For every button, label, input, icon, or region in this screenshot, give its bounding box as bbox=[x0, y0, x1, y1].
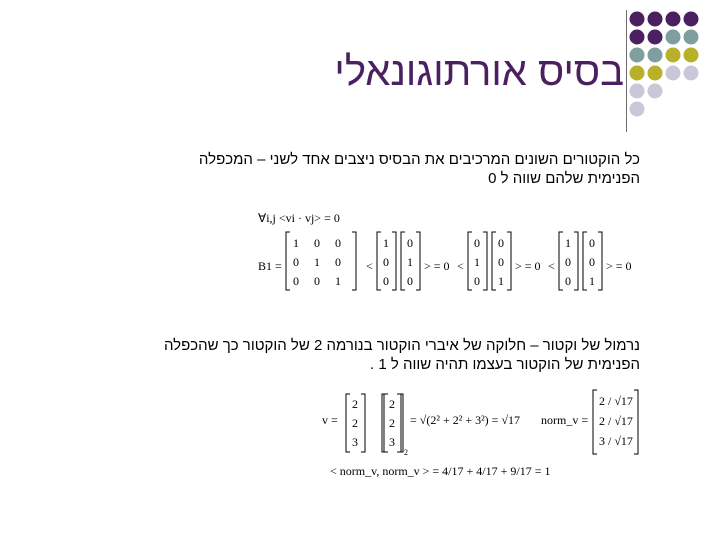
identity-cell: 0 bbox=[293, 255, 299, 269]
paragraph-orthogonal-line2: הפנימית שלהם שווה ל 0 bbox=[488, 170, 640, 187]
vector-cell: 0 bbox=[589, 236, 595, 250]
identity-cell: 0 bbox=[335, 255, 341, 269]
vector-cell: 1 bbox=[474, 255, 480, 269]
normalization-check: < norm_v, norm_v > = 4/17 + 4/17 + 9/17 = 1 bbox=[330, 464, 551, 478]
vector-cell: 0 bbox=[407, 236, 413, 250]
inner-product-result: > = 0 bbox=[424, 259, 450, 273]
vector-v-norm bbox=[382, 394, 408, 457]
vector-cell: 1 bbox=[565, 236, 571, 250]
vector-cell: 3 bbox=[352, 435, 358, 449]
paragraph-normalization-line1: נרמול של וקטור – חלוקה של איברי הוקטור בנורמה 2 של הוקטור כך שהכפלה bbox=[163, 337, 640, 354]
vector-cell: 0 bbox=[589, 255, 595, 269]
vector-cell: 0 bbox=[407, 274, 413, 288]
vector-cell: 2 / √17 bbox=[599, 414, 633, 428]
vector-cell: 0 bbox=[565, 255, 571, 269]
vector-cell: 0 bbox=[565, 274, 571, 288]
vector-cell: 1 bbox=[498, 274, 504, 288]
identity-left-bracket bbox=[286, 232, 290, 290]
vector-cell: 3 / √17 bbox=[599, 434, 633, 448]
vector-cell: 2 bbox=[389, 397, 395, 411]
inner-product-1 bbox=[366, 232, 450, 290]
vector-cell: 2 bbox=[352, 397, 358, 411]
vector-cell: 2 / √17 bbox=[599, 394, 633, 408]
vector-cell: 1 bbox=[589, 274, 595, 288]
vector-cell: 0 bbox=[498, 236, 504, 250]
vector-cell: 0 bbox=[383, 274, 389, 288]
vector-cell: 2 bbox=[352, 416, 358, 430]
vector-v bbox=[346, 394, 365, 452]
orthogonality-condition: ∀i,j <vi · vj> = 0 bbox=[258, 211, 340, 225]
vector-cell: 0 bbox=[498, 255, 504, 269]
slide-title: בסיס אורתוגונאלי bbox=[334, 50, 624, 94]
basis-label: B1 = bbox=[258, 259, 282, 273]
identity-cell: 0 bbox=[293, 274, 299, 288]
vector-cell: 1 bbox=[383, 236, 389, 250]
norm-subscript: 2 bbox=[404, 448, 408, 457]
svg-text:<: < bbox=[548, 259, 555, 273]
identity-cell: 0 bbox=[314, 274, 320, 288]
identity-right-bracket bbox=[352, 232, 356, 290]
identity-cell: 0 bbox=[335, 236, 341, 250]
vector-cell: 3 bbox=[389, 435, 395, 449]
identity-matrix bbox=[286, 232, 356, 290]
v-label: v = bbox=[322, 413, 338, 427]
vector-cell: 1 bbox=[407, 255, 413, 269]
identity-cell: 1 bbox=[335, 274, 341, 288]
identity-cell: 1 bbox=[293, 236, 299, 250]
vector-cell: 2 bbox=[389, 416, 395, 430]
identity-cell: 0 bbox=[314, 236, 320, 250]
normv-label: norm_v = bbox=[541, 413, 589, 427]
identity-cell: 1 bbox=[314, 255, 320, 269]
vector-cell: 0 bbox=[383, 255, 389, 269]
norm-expression: = √(2² + 2² + 3²) = √17 bbox=[410, 413, 521, 427]
angle-bracket-open: < bbox=[366, 259, 373, 273]
inner-product-result: > = 0 bbox=[515, 259, 541, 273]
paragraph-normalization-line2: הפנימית של הוקטור בעצמו תהיה שווה ל 1 . bbox=[369, 356, 640, 373]
vector-normv bbox=[593, 390, 638, 454]
inner-product-3 bbox=[548, 232, 632, 290]
vector-cell: 0 bbox=[474, 274, 480, 288]
inner-product-2 bbox=[457, 232, 541, 290]
inner-product-result: > = 0 bbox=[606, 259, 632, 273]
svg-text:<: < bbox=[457, 259, 464, 273]
vector-cell: 0 bbox=[474, 236, 480, 250]
paragraph-orthogonal-line1: כל הוקטורים השונים המרכיבים את הבסיס ניצבים אחד לשני – המכפלה bbox=[198, 151, 640, 168]
